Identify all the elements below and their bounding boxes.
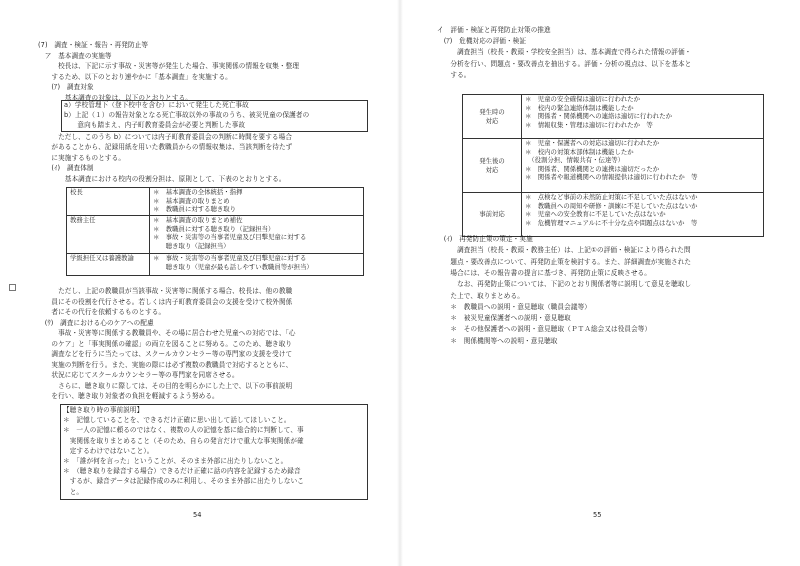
row-label	[463, 95, 522, 139]
text-line: (ｱ) 調査対象	[38, 83, 94, 92]
text-line: (ｲ) 調査体制	[38, 164, 94, 173]
row-label-text: 発生時の	[479, 107, 505, 116]
text-line: ＊ その他保護者への説明・意見聴取（ＰＴＡ総会又は役員会等）	[437, 325, 652, 334]
row-label-text: 事前対応	[479, 210, 505, 219]
text-line: さらに、聴き取りに際しては、その目的を明らかにした上で、以下の事前説明	[38, 381, 293, 390]
row-label	[463, 139, 522, 193]
row-item: ＊ 点検など事前の未然防止対策に不足していた点はないか	[525, 193, 698, 201]
text-line: する。	[437, 70, 471, 79]
text-line: 者にその代行を依頼するものとする。	[38, 308, 166, 316]
text-line: のケア」と「事実関係の確認」の両立を図ることに努める。このため、聴き取り	[38, 339, 293, 348]
row-items	[150, 188, 364, 216]
text-line: (7) 調査・検証・報告・再発防止等	[38, 41, 149, 49]
text-line: するが、録音データは記録作成のみに利用し、そのまま外部に出たりしないこ	[63, 477, 304, 486]
row-item: ＊ 教職員に対する聴き取り	[153, 205, 237, 214]
text-line: 調査担当（校長・教頭・教務主任）は、上記①の評価・検証により得られた問	[437, 246, 691, 255]
text-line: ただし、上記の教職員が当該事故・災害等に関係する場合、校長は、他の教職	[38, 287, 293, 295]
table-row	[67, 254, 364, 276]
row-item: ＊ 校内の緊急連絡体制は機能したか	[525, 103, 634, 112]
text-line: を行い、聴き取り対象者の負担を軽減するよう努める。	[38, 392, 219, 400]
text-line: 調査担当（校長・教頭・学校安全担当）は、基本調査で得られた情報の評価・	[437, 48, 692, 57]
row-label-text: 発生後の	[479, 156, 505, 165]
text-line: 実関係を取りまとめること（そのため、自らの発言だけで重大な事実関係が確	[63, 436, 304, 445]
row-items	[150, 216, 364, 254]
right-page	[400, 0, 800, 566]
text-line: するため、以下のとおり速やかに「基本調査」を実施する。	[38, 72, 232, 81]
text-line: ＊ 一人の記憶に頼るのではなく、複数の人の記憶を基に総合的に判断して、事	[63, 426, 304, 435]
text-line: に実施するものとする。	[38, 153, 126, 162]
row-item: ＊ 危機管理マニュアルに不十分な点や問題点はないか 等	[525, 218, 698, 227]
row-item: ＊ 関係者、関係機関との連携は適切だったか	[525, 164, 660, 173]
text-line: ただし、このうち b）については内子町教育委員会の判断に時間を要する場合	[38, 133, 293, 141]
table-row	[67, 216, 364, 254]
row-item: 聴き取り（児童が最も話しやすい教職員等が担当）	[153, 262, 313, 271]
row-label-text: 学級担任又は養護教諭	[70, 254, 134, 262]
text-line: a）学校管理下（登下校中を含む）において発生した死亡事故	[64, 101, 249, 109]
text-line: ＊ 記憶していることを、できるだけ正確に思い出して話してほしいこと。	[63, 416, 291, 425]
evaluation-table	[462, 94, 764, 237]
row-item: ＊ 基本調査の取りまとめ補佐	[153, 216, 243, 224]
text-line: 意向も踏まえ、内子町教育委員会が必要と判断した事故	[64, 121, 246, 129]
text-line: ＊ 関係機関等への説明・意見聴取	[437, 336, 558, 345]
text-line: イ 評価・検証と再発防止対策の推進	[437, 26, 551, 34]
text-line: 【聴き取り時の事前説明】	[63, 406, 144, 414]
text-line: b）上記（１）の報告対象となる死亡事故以外の事故のうち、被災児童の保護者の	[64, 111, 310, 119]
text-line: ＊ 教職員への説明・意見聴取（職員会議等）	[437, 302, 591, 311]
text-line: (ｲ) 再発防止策の策定・実施	[437, 235, 533, 243]
row-label-text: 対応	[485, 116, 499, 125]
role-table	[66, 187, 364, 276]
punch-mark	[9, 284, 16, 291]
row-item: ＊ 児童への安全教育に不足していた点はないか	[525, 210, 666, 219]
text-line: 題点・要改善点について、再発防止策を検討する。また、詳細調査が実施された	[437, 257, 692, 266]
row-label-text: 対応	[485, 165, 499, 174]
row-item: ＊ 関係者や報道機関への情報提供は適切に行われたか 等	[525, 173, 698, 182]
text-line: ＊ （聴き取りを録音する場合）できるだけ正確に話の内容を記録するため録音	[63, 467, 301, 476]
row-item: ＊ 校内の対策本部体制は機能したか	[525, 147, 634, 156]
page-number-left: 54	[193, 511, 202, 519]
text-line: 基本調査における校内の役割分担は、原則として、下表のとおりとする。	[38, 174, 286, 183]
text-line: ＊ 「誰が何を言った」ということが、そのまま外部に出たりしないこと。	[63, 457, 288, 465]
row-label	[67, 216, 150, 254]
table-row	[463, 193, 764, 237]
row-items	[522, 139, 764, 193]
text-line: 定するわけではないこと）。	[63, 446, 154, 455]
row-items	[522, 193, 764, 237]
row-item: ＊ 児童の安全確保は適切に行われたか	[525, 95, 641, 103]
text-line: 員にその役割を代行させる。若しくは内子町教育委員会の支援を受けて校外関係	[38, 297, 293, 306]
page-number-right: 55	[593, 511, 602, 519]
text-line: と。	[63, 487, 84, 496]
row-label	[67, 254, 150, 276]
row-item: ＊ 教職員への周知や研修・訓練に不足していた点はないか	[525, 201, 698, 210]
row-label	[463, 193, 522, 237]
row-item: ＊ 児童・保護者への対応は適切に行われたか	[525, 139, 660, 147]
text-line: 校長は、下記に示す事故・災害等が発生した場合、事実関係の情報を収集・整理	[38, 62, 300, 71]
text-line: 実施の判断を行う。また、実施の際には必ず複数の教職員で対応するとともに、	[38, 360, 293, 369]
row-item: ＊ 事故・災害等の当事者児童及び目撃児童に対する	[153, 254, 307, 262]
table-row	[67, 188, 364, 216]
text-line: なお、再発防止策については、下記のとおり関係者等に説明して意見を聴取し	[437, 280, 692, 289]
text-line: 状況に応じてスクールカウンセラー等の専門家を同席させる。	[38, 371, 239, 379]
text-line: 事故・災害等に関係する教職員や、その場に居合わせた児童への対応では、「心	[38, 329, 296, 337]
text-line: 基本調査の対象は、以下のとおりとする。	[38, 94, 192, 102]
text-line: ア 基本調査の実施等	[38, 51, 112, 60]
row-item: ＊ 教職員に対する聴き取り（記録担当）	[153, 224, 275, 233]
row-label-text: 校長	[70, 188, 83, 196]
table-row	[463, 139, 764, 193]
text-line: (ｳ) 調査における心のケアへの配慮	[38, 318, 154, 327]
row-item: ＊ 情報収集・管理は適切に行われたか 等	[525, 120, 653, 129]
text-line: (ｱ) 危機対応の評価・検証	[437, 37, 527, 46]
row-item: （役割分担、情報共有・伝達等）	[525, 156, 625, 165]
row-item: ＊ 基本調査の取りまとめ	[153, 196, 230, 205]
row-item: ＊ 関係者・関係機関への連絡は適切に行われたか	[525, 112, 672, 121]
text-line: 分析を行い、問題点・要改善点を抽出する。評価・分析の視点は、以下を基本と	[437, 59, 692, 68]
row-item: 聴き取り（記録担当）	[153, 241, 230, 250]
text-line: 場合には、その報告書の提言に基づき、再発防止策に反映させる。	[437, 268, 651, 277]
table-row	[463, 95, 764, 139]
row-item: ＊ 基本調査の全体統括・指揮	[153, 188, 243, 196]
row-item: ＊ 事故・災害等の当事者児童及び目撃児童に対する	[153, 233, 307, 242]
row-items	[150, 254, 364, 276]
row-items	[522, 95, 764, 139]
row-label	[67, 188, 150, 216]
text-line: 調査などを行うに当たっては、スクールカウンセラー等の専門家の支援を受けて	[38, 350, 293, 358]
text-line: ＊ 被災児童保護者への説明・意見聴取	[437, 314, 571, 323]
text-line: があることから、記録用紙を用いた教職員からの情報収集は、当該判断を待たず	[38, 143, 293, 152]
text-line: た上で、取りまとめる。	[437, 291, 524, 300]
row-label-text: 教務主任	[70, 216, 96, 224]
